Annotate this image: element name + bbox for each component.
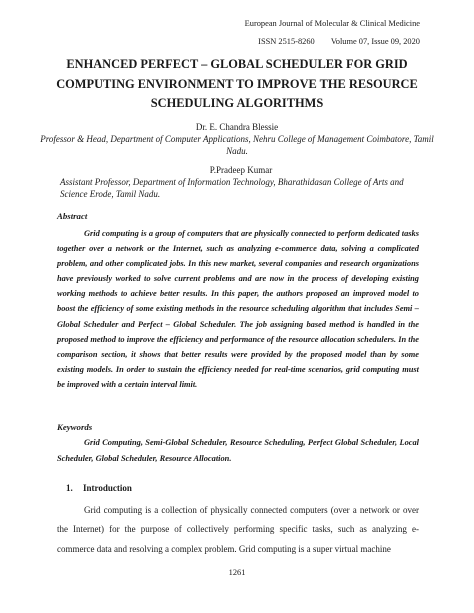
paper-title: ENHANCED PERFECT – GLOBAL SCHEDULER FOR GRID COMPUTING ENVIRONMENT TO IMPROVE THE RESOURCE SCHEDULING ALGORITHMS	[56, 57, 418, 110]
keywords-text: Grid Computing, Semi-Global Scheduler, Resource Scheduling, Perfect Global Scheduler, Local Scheduler, Global Scheduler, Resource Allocation.	[57, 438, 419, 463]
issn-line	[258, 37, 420, 46]
author-2-name: P.Pradeep Kumar	[209, 165, 273, 175]
introduction-text: Grid computing is a collection of physically connected computers (over a network or over the Internet) for the purpose of collectively performing specific tasks, such as analyzing e-commerce data and resolving a complex problem. Grid computing is a super virtual machine	[57, 505, 419, 554]
keywords-label: Keywords	[57, 422, 93, 432]
volume-issue: Volume 07, Issue 09, 2020	[330, 37, 420, 46]
introduction-heading	[66, 483, 132, 493]
author-1-name: Dr. E. Chandra Blessie	[195, 122, 279, 132]
journal-name: European Journal of Molecular & Clinical Medicine	[244, 19, 420, 28]
section-number: 1.	[66, 483, 73, 493]
abstract-label: Abstract	[57, 211, 88, 221]
page-number: 1261	[228, 568, 246, 577]
author-1-affiliation: Professor & Head, Department of Computer Applications, Nehru College of Management Coimbatore, Tamil Nadu.	[40, 134, 434, 156]
author-2-affiliation: Assistant Professor, Department of Information Technology, Bharathidasan College of Arts and Science Erode, Tamil Nadu.	[60, 177, 404, 199]
author-1	[40, 121, 434, 157]
section-title: Introduction	[83, 483, 132, 493]
issn: ISSN 2515-8260	[258, 37, 315, 46]
author-2	[60, 164, 432, 200]
abstract-text: Grid computing is a group of computers that are physically connected to perform dedicated tasks together over a network or the Internet, such as analyzing e-commerce data, solving a complicated problem, and other complicated jobs. In this new market, several companies and research organizations have previously worked to solve current problems and are now in the process of developing existing working methods to achieve better results. In this paper, the authors proposed an improved model to boost the efficiency of some existing methods in the resource scheduling algorithm that includes Semi – Global Scheduler and Perfect – Global Scheduler. The job assigning based method is handled in the proposed method to improve the efficiency and performance of the resource allocation schedulers. In the comparison section, it shows that better results were provided by the proposed model than by some existing models. In order to sustain the efficiency needed for real-time scenarios, grid computing must be improved with a certain interval limit.	[57, 229, 419, 389]
